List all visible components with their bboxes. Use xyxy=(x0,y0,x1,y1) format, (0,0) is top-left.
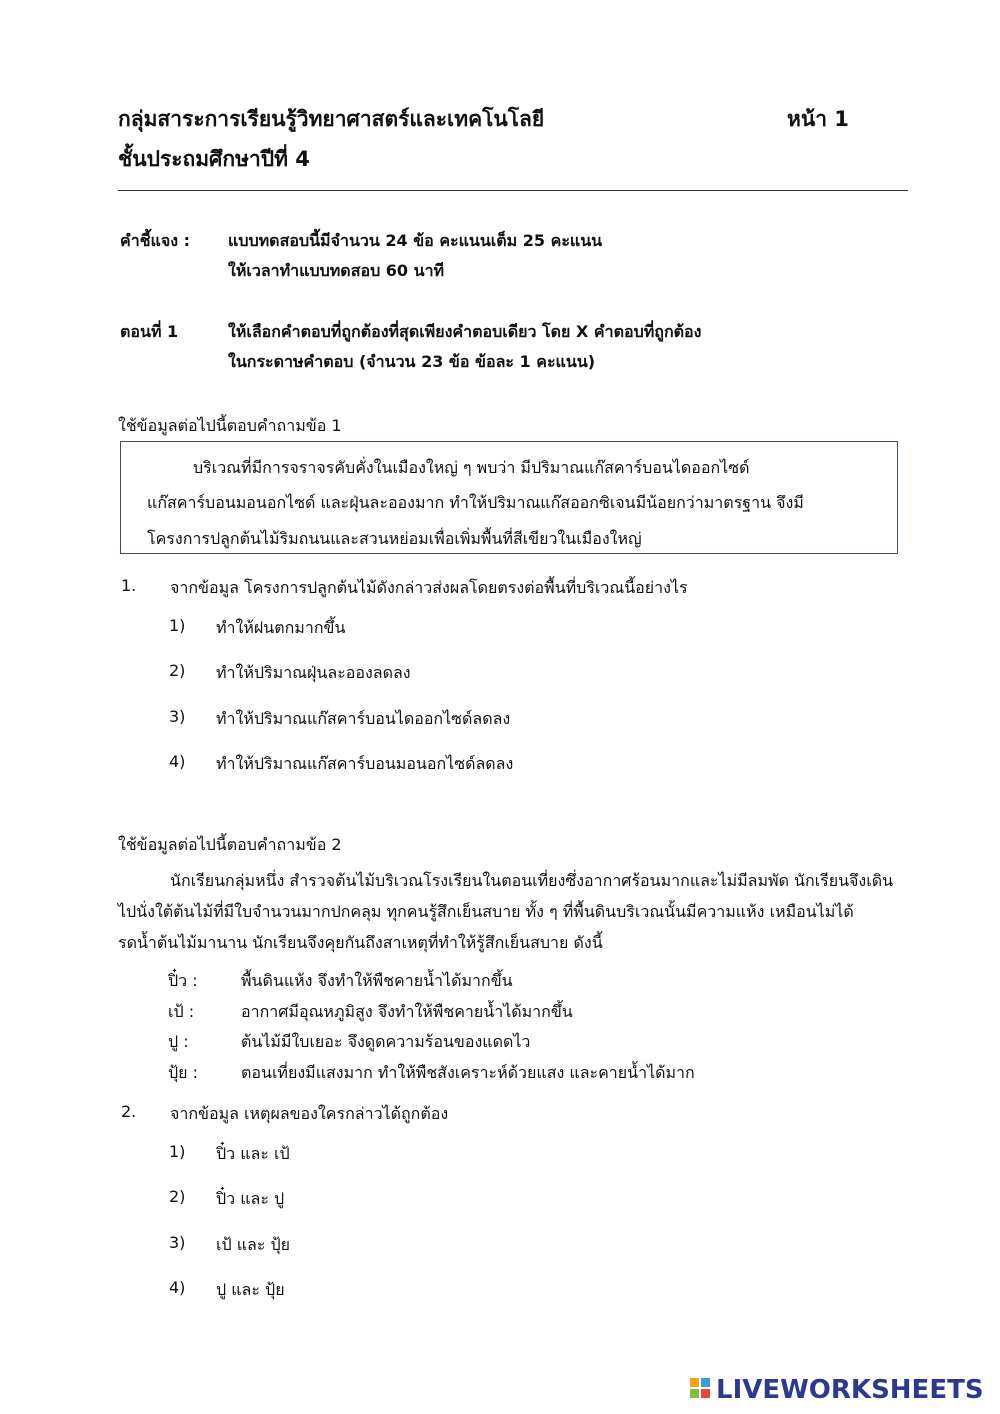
q1-question: จากข้อมูล โครงการปลูกต้นไม้ดังกล่าวส่งผลโดยตรงต่อพื้นที่บริเวณนี้อย่างไร xyxy=(170,578,688,597)
q2-option-number: 4) xyxy=(169,1278,186,1297)
q1-option-number: 4) xyxy=(169,752,186,771)
header-divider xyxy=(118,190,908,191)
q2-option-text: เป้ และ ปุ้ย xyxy=(216,1235,291,1254)
page-number: หน้า 1 xyxy=(787,107,849,131)
grade-level: ชั้นประถมศึกษาปีที่ 4 xyxy=(118,147,310,171)
q1-option-number: 2) xyxy=(169,661,186,680)
q2-option-number: 3) xyxy=(169,1233,186,1252)
q2-passage-line: ไปนั่งใต้ต้นไม้ที่มีใบจำนวนมากปกคลุม ทุกคนรู้สึกเย็นสบาย ทั้ง ๆ ที่พื้นดินบริเวณนั้นมีความแห้ง เหมือนไม่ได้ xyxy=(118,902,854,921)
q1-option-number: 1) xyxy=(169,616,186,635)
q2-statement-text: พื้นดินแห้ง จึงทำให้พืชคายน้ำได้มากขึ้น xyxy=(241,971,513,990)
q2-question: จากข้อมูล เหตุผลของใครกล่าวได้ถูกต้อง xyxy=(170,1104,449,1123)
q2-intro: ใช้ข้อมูลต่อไปนี้ตอบคำถามข้อ 2 xyxy=(118,835,342,854)
q2-statement-text: ตอนเที่ยงมีแสงมาก ทำให้พืชสังเคราะห์ด้วยแสง และคายน้ำได้มาก xyxy=(241,1063,695,1082)
part-1-label: ตอนที่ 1 xyxy=(120,322,179,341)
q2-option-text: ปู และ ปุ้ย xyxy=(216,1280,285,1299)
instructions-line-1: แบบทดสอบนี้มีจำนวน 24 ข้อ คะแนนเต็ม 25 คะแนน xyxy=(228,231,603,250)
instructions-line-2: ให้เวลาทำแบบทดสอบ 60 นาที xyxy=(228,261,445,280)
q1-number: 1. xyxy=(121,576,137,595)
q2-passage-line: นักเรียนกลุ่มหนึ่ง สำรวจต้นไม้บริเวณโรงเรียนในตอนเที่ยงซึ่งอากาศร้อนมากและไม่มีลมพัด นักเรียนจึงเดิน xyxy=(170,871,894,890)
q1-option-number: 3) xyxy=(169,707,186,726)
q2-number: 2. xyxy=(121,1102,137,1121)
q1-passage-line: แก๊สคาร์บอนมอนอกไซด์ และฝุ่นละอองมาก ทำให้ปริมาณแก๊สออกซิเจนมีน้อยกว่ามาตรฐาน จึงมี xyxy=(147,493,804,512)
q2-statement-text: ต้นไม้มีใบเยอะ จึงดูดความร้อนของแดดไว xyxy=(241,1032,531,1051)
q1-passage-line: บริเวณที่มีการจราจรคับคั่งในเมืองใหญ่ ๆ พบว่า มีปริมาณแก๊สคาร์บอนไดออกไซด์ xyxy=(193,458,750,477)
part-1-line-1: ให้เลือกคำตอบที่ถูกต้องที่สุดเพียงคำตอบเดียว โดย X คำตอบที่ถูกต้อง xyxy=(228,322,702,341)
q1-option-text: ทำให้ปริมาณแก๊สคาร์บอนมอนอกไซด์ลดลง xyxy=(216,754,514,773)
q1-intro: ใช้ข้อมูลต่อไปนี้ตอบคำถามข้อ 1 xyxy=(118,416,342,435)
q2-option-text: ปิ๋ว และ ปู xyxy=(216,1189,285,1208)
liveworksheets-logo-icon xyxy=(690,1378,712,1402)
q1-option-text: ทำให้ฝนตกมากขึ้น xyxy=(216,618,346,637)
q2-option-number: 2) xyxy=(169,1187,186,1206)
subject-title: กลุ่มสาระการเรียนรู้วิทยาศาสตร์และเทคโนโลยี xyxy=(118,107,545,131)
liveworksheets-logo xyxy=(690,1374,984,1406)
q1-option-text: ทำให้ปริมาณฝุ่นละอองลดลง xyxy=(216,663,411,682)
q2-passage-line: รดน้ำต้นไม้มานาน นักเรียนจึงคุยกันถึงสาเหตุที่ทำให้รู้สึกเย็นสบาย ดังนี้ xyxy=(118,933,603,952)
q1-option-text: ทำให้ปริมาณแก๊สคาร์บอนไดออกไซด์ลดลง xyxy=(216,709,511,728)
q2-statement-name: ปิ๋ว : xyxy=(168,971,198,990)
q2-statement-name: เป้ : xyxy=(168,1002,195,1021)
q1-passage-line: โครงการปลูกต้นไม้ริมถนนและสวนหย่อมเพื่อเพิ่มพื้นที่สีเขียวในเมืองใหญ่ xyxy=(147,529,642,548)
q2-statement-name: ปุ้ย : xyxy=(168,1063,199,1082)
q2-statement-text: อากาศมีอุณหภูมิสูง จึงทำให้พืชคายน้ำได้มากขึ้น xyxy=(241,1002,573,1021)
part-1-line-2: ในกระดาษคำตอบ (จำนวน 23 ข้อ ข้อละ 1 คะแนน) xyxy=(228,352,596,371)
liveworksheets-logo-text: LIVEWORKSHEETS xyxy=(716,1375,984,1405)
q2-statement-name: ปู : xyxy=(168,1032,189,1051)
instructions-label: คำชี้แจง : xyxy=(120,231,191,250)
q2-option-text: ปิ๋ว และ เป้ xyxy=(216,1144,290,1163)
q2-option-number: 1) xyxy=(169,1142,186,1161)
